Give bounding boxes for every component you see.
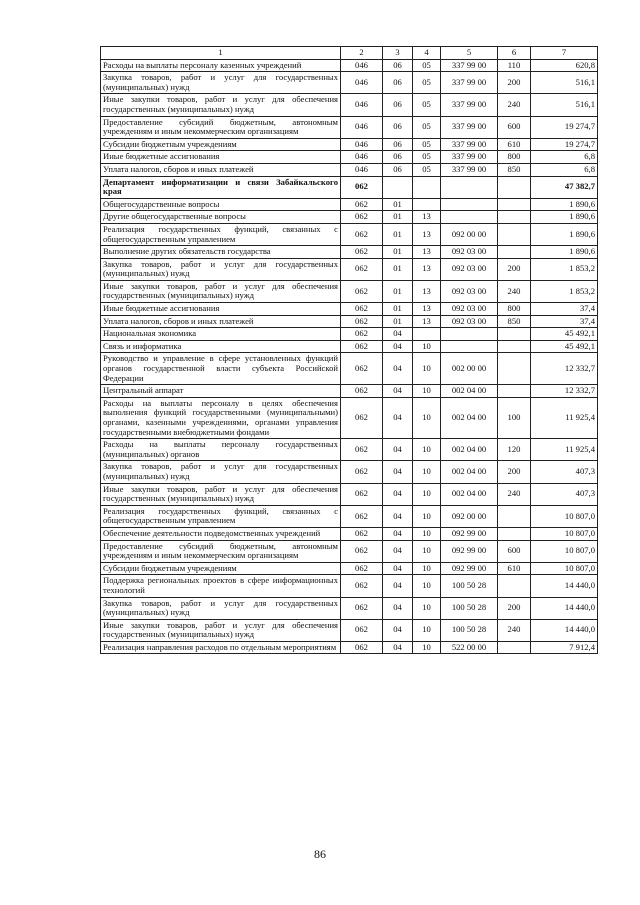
expense-type-cell: 240 (498, 483, 531, 505)
table-row (101, 353, 598, 385)
table-row (101, 198, 598, 211)
ministry-code-cell: 062 (341, 461, 383, 483)
subsection-cell: 13 (413, 315, 441, 328)
expense-type-cell: 800 (498, 303, 531, 316)
target-article-cell: 092 00 00 (441, 223, 498, 245)
amount-cell: 407,3 (531, 461, 598, 483)
expense-type-cell: 850 (498, 315, 531, 328)
expense-type-cell: 800 (498, 151, 531, 164)
expense-type-cell: 610 (498, 562, 531, 575)
subsection-cell: 10 (413, 641, 441, 654)
subsection-cell: 10 (413, 575, 441, 597)
subsection-cell (413, 198, 441, 211)
section-cell: 06 (383, 59, 413, 72)
ministry-code-cell: 062 (341, 562, 383, 575)
expense-type-cell: 610 (498, 138, 531, 151)
ministry-code-cell: 062 (341, 641, 383, 654)
row-name-cell: Расходы на выплаты персоналу государственных (муниципальных) органов (101, 439, 341, 461)
target-article-cell: 092 03 00 (441, 246, 498, 259)
ministry-code-cell: 046 (341, 163, 383, 176)
subsection-cell: 05 (413, 151, 441, 164)
target-article-cell: 092 03 00 (441, 315, 498, 328)
table-row (101, 540, 598, 562)
subsection-cell: 13 (413, 280, 441, 302)
table-row (101, 315, 598, 328)
subsection-cell: 05 (413, 94, 441, 116)
amount-cell: 407,3 (531, 483, 598, 505)
expense-type-cell (498, 246, 531, 259)
section-cell: 04 (383, 562, 413, 575)
ministry-code-cell: 046 (341, 116, 383, 138)
table-row (101, 505, 598, 527)
section-cell: 04 (383, 619, 413, 641)
row-name-cell: Предоставление субсидий бюджетным, автономным учреждениям и иным некоммерческим организациям (101, 540, 341, 562)
row-name-cell: Иные закупки товаров, работ и услуг для обеспечения государственных (муниципальных) нужд (101, 619, 341, 641)
row-name-cell: Иные закупки товаров, работ и услуг для обеспечения государственных (муниципальных) нужд (101, 483, 341, 505)
table-row (101, 280, 598, 302)
expense-type-cell (498, 340, 531, 353)
header-cell: 7 (531, 47, 598, 60)
target-article-cell: 002 04 00 (441, 397, 498, 438)
table-row (101, 562, 598, 575)
table-row (101, 163, 598, 176)
section-cell: 04 (383, 385, 413, 398)
target-article-cell: 337 99 00 (441, 163, 498, 176)
section-cell: 06 (383, 138, 413, 151)
amount-cell: 37,4 (531, 303, 598, 316)
section-cell: 01 (383, 223, 413, 245)
subsection-cell: 10 (413, 527, 441, 540)
section-cell: 04 (383, 505, 413, 527)
section-cell: 01 (383, 280, 413, 302)
expense-type-cell: 240 (498, 94, 531, 116)
section-cell: 01 (383, 258, 413, 280)
expense-type-cell: 600 (498, 540, 531, 562)
row-name-cell: Другие общегосударственные вопросы (101, 211, 341, 224)
subsection-cell: 05 (413, 138, 441, 151)
subsection-cell: 10 (413, 562, 441, 575)
table-row (101, 461, 598, 483)
section-cell: 04 (383, 527, 413, 540)
section-cell: 04 (383, 540, 413, 562)
amount-cell: 10 807,0 (531, 540, 598, 562)
amount-cell: 6,8 (531, 151, 598, 164)
table-row (101, 116, 598, 138)
target-article-cell: 092 99 00 (441, 527, 498, 540)
row-name-cell: Выполнение других обязательств государства (101, 246, 341, 259)
section-cell: 04 (383, 461, 413, 483)
row-name-cell: Обеспечение деятельности подведомственных учреждений (101, 527, 341, 540)
table-row (101, 340, 598, 353)
target-article-cell: 100 50 28 (441, 619, 498, 641)
ministry-code-cell: 062 (341, 280, 383, 302)
ministry-code-cell: 062 (341, 597, 383, 619)
section-cell: 04 (383, 353, 413, 385)
expense-type-cell (498, 353, 531, 385)
ministry-code-cell: 062 (341, 483, 383, 505)
amount-cell: 11 925,4 (531, 397, 598, 438)
subsection-cell: 05 (413, 59, 441, 72)
row-name-cell: Реализация государственных функций, связанных с общегосударственным управлением (101, 223, 341, 245)
subsection-cell: 10 (413, 505, 441, 527)
row-name-cell: Расходы на выплаты персоналу в целях обеспечения выполнения функций государственными (муниципальными) органами, казенными учреждениями, органами управления государственными внебюджетными фондами (101, 397, 341, 438)
section-cell: 01 (383, 198, 413, 211)
page-number: 86 (314, 847, 326, 861)
target-article-cell: 002 04 00 (441, 385, 498, 398)
expense-type-cell: 200 (498, 461, 531, 483)
target-article-cell: 002 04 00 (441, 439, 498, 461)
row-name-cell: Закупка товаров, работ и услуг для государственных (муниципальных) нужд (101, 461, 341, 483)
row-name-cell: Национальная экономика (101, 328, 341, 341)
subsection-cell: 13 (413, 258, 441, 280)
target-article-cell: 092 03 00 (441, 303, 498, 316)
amount-cell: 12 332,7 (531, 385, 598, 398)
section-cell: 04 (383, 483, 413, 505)
expense-type-cell: 240 (498, 280, 531, 302)
target-article-cell (441, 328, 498, 341)
subsection-cell: 05 (413, 163, 441, 176)
row-name-cell: Уплата налогов, сборов и иных платежей (101, 315, 341, 328)
expense-type-cell (498, 211, 531, 224)
section-cell: 06 (383, 94, 413, 116)
amount-cell: 37,4 (531, 315, 598, 328)
row-name-cell: Иные бюджетные ассигнования (101, 151, 341, 164)
expense-type-cell: 600 (498, 116, 531, 138)
expense-type-cell: 110 (498, 59, 531, 72)
row-name-cell: Иные закупки товаров, работ и услуг для обеспечения государственных (муниципальных) нужд (101, 94, 341, 116)
row-name-cell: Расходы на выплаты персоналу казенных учреждений (101, 59, 341, 72)
ministry-code-cell: 062 (341, 328, 383, 341)
amount-cell: 1 853,2 (531, 280, 598, 302)
ministry-code-cell: 062 (341, 246, 383, 259)
expense-type-cell: 200 (498, 72, 531, 94)
ministry-code-cell: 046 (341, 138, 383, 151)
ministry-code-cell: 046 (341, 59, 383, 72)
expense-type-cell: 120 (498, 439, 531, 461)
subsection-cell: 13 (413, 303, 441, 316)
amount-cell: 47 382,7 (531, 176, 598, 198)
header-cell: 4 (413, 47, 441, 60)
target-article-cell: 002 00 00 (441, 353, 498, 385)
row-name-cell: Центральный аппарат (101, 385, 341, 398)
ministry-code-cell: 062 (341, 619, 383, 641)
header-cell: 6 (498, 47, 531, 60)
expense-type-cell (498, 176, 531, 198)
amount-cell: 7 912,4 (531, 641, 598, 654)
target-article-cell: 522 00 00 (441, 641, 498, 654)
section-cell (383, 176, 413, 198)
section-cell: 04 (383, 641, 413, 654)
section-cell: 01 (383, 315, 413, 328)
table-row (101, 597, 598, 619)
ministry-code-cell: 062 (341, 540, 383, 562)
target-article-cell: 002 04 00 (441, 483, 498, 505)
amount-cell: 620,8 (531, 59, 598, 72)
target-article-cell: 337 99 00 (441, 94, 498, 116)
subsection-cell: 10 (413, 397, 441, 438)
header-cell: 1 (101, 47, 341, 60)
row-name-cell: Иные закупки товаров, работ и услуг для обеспечения государственных (муниципальных) нужд (101, 280, 341, 302)
subsection-cell: 10 (413, 439, 441, 461)
expense-type-cell: 200 (498, 597, 531, 619)
target-article-cell (441, 340, 498, 353)
table-row (101, 223, 598, 245)
row-name-cell: Реализация государственных функций, связанных с общегосударственным управлением (101, 505, 341, 527)
row-name-cell: Закупка товаров, работ и услуг для государственных (муниципальных) нужд (101, 258, 341, 280)
expense-type-cell (498, 223, 531, 245)
table-row (101, 176, 598, 198)
expense-type-cell (498, 527, 531, 540)
target-article-cell (441, 198, 498, 211)
ministry-code-cell: 062 (341, 211, 383, 224)
table-row (101, 138, 598, 151)
expense-type-cell (498, 385, 531, 398)
amount-cell: 6,8 (531, 163, 598, 176)
amount-cell: 10 807,0 (531, 562, 598, 575)
section-cell: 06 (383, 163, 413, 176)
section-cell: 01 (383, 246, 413, 259)
budget-table (100, 46, 598, 654)
table-row (101, 59, 598, 72)
row-name-cell: Общегосударственные вопросы (101, 198, 341, 211)
ministry-code-cell: 062 (341, 303, 383, 316)
row-name-cell: Руководство и управление в сфере установленных функций органов государственной власти субъекта Российской Федерации (101, 353, 341, 385)
target-article-cell: 100 50 28 (441, 575, 498, 597)
row-name-cell: Иные бюджетные ассигнования (101, 303, 341, 316)
section-cell: 06 (383, 151, 413, 164)
ministry-code-cell: 046 (341, 151, 383, 164)
amount-cell: 516,1 (531, 72, 598, 94)
expense-type-cell (498, 328, 531, 341)
table-row (101, 328, 598, 341)
table-row (101, 641, 598, 654)
ministry-code-cell: 062 (341, 505, 383, 527)
ministry-code-cell: 062 (341, 223, 383, 245)
amount-cell: 14 440,0 (531, 619, 598, 641)
row-name-cell: Реализация направления расходов по отдельным мероприятиям (101, 641, 341, 654)
subsection-cell: 13 (413, 246, 441, 259)
section-cell: 04 (383, 397, 413, 438)
section-cell: 04 (383, 597, 413, 619)
subsection-cell: 13 (413, 223, 441, 245)
row-name-cell: Закупка товаров, работ и услуг для государственных (муниципальных) нужд (101, 72, 341, 94)
subsection-cell: 10 (413, 385, 441, 398)
row-name-cell: Закупка товаров, работ и услуг для государственных (муниципальных) нужд (101, 597, 341, 619)
subsection-cell: 10 (413, 619, 441, 641)
subsection-cell (413, 328, 441, 341)
amount-cell: 1 890,6 (531, 246, 598, 259)
target-article-cell: 002 04 00 (441, 461, 498, 483)
target-article-cell: 092 99 00 (441, 540, 498, 562)
table-row (101, 94, 598, 116)
subsection-cell: 10 (413, 461, 441, 483)
subsection-cell: 13 (413, 211, 441, 224)
expense-type-cell (498, 198, 531, 211)
row-name-cell: Департамент информатизации и связи Забайкальского края (101, 176, 341, 198)
header-cell: 5 (441, 47, 498, 60)
amount-cell: 12 332,7 (531, 353, 598, 385)
ministry-code-cell: 062 (341, 439, 383, 461)
section-cell: 06 (383, 116, 413, 138)
ministry-code-cell: 046 (341, 94, 383, 116)
section-cell: 01 (383, 303, 413, 316)
table-row (101, 258, 598, 280)
amount-cell: 14 440,0 (531, 575, 598, 597)
table-row (101, 72, 598, 94)
amount-cell: 10 807,0 (531, 505, 598, 527)
ministry-code-cell: 062 (341, 385, 383, 398)
target-article-cell: 337 99 00 (441, 59, 498, 72)
row-name-cell: Поддержка региональных проектов в сфере информационных технологий (101, 575, 341, 597)
target-article-cell: 092 99 00 (441, 562, 498, 575)
amount-cell: 1 890,6 (531, 211, 598, 224)
expense-type-cell: 850 (498, 163, 531, 176)
target-article-cell: 337 99 00 (441, 151, 498, 164)
section-cell: 06 (383, 72, 413, 94)
ministry-code-cell: 062 (341, 258, 383, 280)
expense-type-cell (498, 641, 531, 654)
section-cell: 04 (383, 340, 413, 353)
row-name-cell: Предоставление субсидий бюджетным, автономным учреждениям и иным некоммерческим организациям (101, 116, 341, 138)
amount-cell: 516,1 (531, 94, 598, 116)
ministry-code-cell: 062 (341, 527, 383, 540)
subsection-cell: 10 (413, 540, 441, 562)
ministry-code-cell: 062 (341, 353, 383, 385)
row-name-cell: Связь и информатика (101, 340, 341, 353)
budget-table-page (100, 46, 597, 654)
header-cell: 2 (341, 47, 383, 60)
table-row (101, 575, 598, 597)
subsection-cell: 10 (413, 340, 441, 353)
amount-cell: 14 440,0 (531, 597, 598, 619)
target-article-cell: 092 03 00 (441, 280, 498, 302)
ministry-code-cell: 062 (341, 397, 383, 438)
target-article-cell (441, 176, 498, 198)
target-article-cell: 092 03 00 (441, 258, 498, 280)
subsection-cell (413, 176, 441, 198)
row-name-cell: Уплата налогов, сборов и иных платежей (101, 163, 341, 176)
amount-cell: 11 925,4 (531, 439, 598, 461)
subsection-cell: 05 (413, 116, 441, 138)
expense-type-cell: 100 (498, 397, 531, 438)
target-article-cell: 100 50 28 (441, 597, 498, 619)
row-name-cell: Субсидии бюджетным учреждениям (101, 138, 341, 151)
table-row (101, 211, 598, 224)
amount-cell: 1 890,6 (531, 198, 598, 211)
table-row (101, 439, 598, 461)
ministry-code-cell: 062 (341, 315, 383, 328)
ministry-code-cell: 046 (341, 72, 383, 94)
amount-cell: 1 890,6 (531, 223, 598, 245)
subsection-cell: 10 (413, 353, 441, 385)
table-row (101, 151, 598, 164)
subsection-cell: 05 (413, 72, 441, 94)
subsection-cell: 10 (413, 483, 441, 505)
expense-type-cell (498, 575, 531, 597)
table-header-row (101, 47, 598, 60)
target-article-cell: 337 99 00 (441, 138, 498, 151)
amount-cell: 1 853,2 (531, 258, 598, 280)
table-row (101, 397, 598, 438)
amount-cell: 45 492,1 (531, 340, 598, 353)
expense-type-cell: 200 (498, 258, 531, 280)
table-row (101, 483, 598, 505)
target-article-cell: 337 99 00 (441, 72, 498, 94)
header-cell: 3 (383, 47, 413, 60)
expense-type-cell: 240 (498, 619, 531, 641)
amount-cell: 10 807,0 (531, 527, 598, 540)
ministry-code-cell: 062 (341, 340, 383, 353)
table-row (101, 619, 598, 641)
target-article-cell: 092 00 00 (441, 505, 498, 527)
row-name-cell: Субсидии бюджетным учреждениям (101, 562, 341, 575)
section-cell: 01 (383, 211, 413, 224)
section-cell: 04 (383, 439, 413, 461)
section-cell: 04 (383, 575, 413, 597)
section-cell: 04 (383, 328, 413, 341)
amount-cell: 45 492,1 (531, 328, 598, 341)
expense-type-cell (498, 505, 531, 527)
ministry-code-cell: 062 (341, 198, 383, 211)
amount-cell: 19 274,7 (531, 116, 598, 138)
ministry-code-cell: 062 (341, 176, 383, 198)
table-row (101, 303, 598, 316)
table-row (101, 527, 598, 540)
ministry-code-cell: 062 (341, 575, 383, 597)
amount-cell: 19 274,7 (531, 138, 598, 151)
subsection-cell: 10 (413, 597, 441, 619)
table-row (101, 246, 598, 259)
table-row (101, 385, 598, 398)
target-article-cell (441, 211, 498, 224)
target-article-cell: 337 99 00 (441, 116, 498, 138)
